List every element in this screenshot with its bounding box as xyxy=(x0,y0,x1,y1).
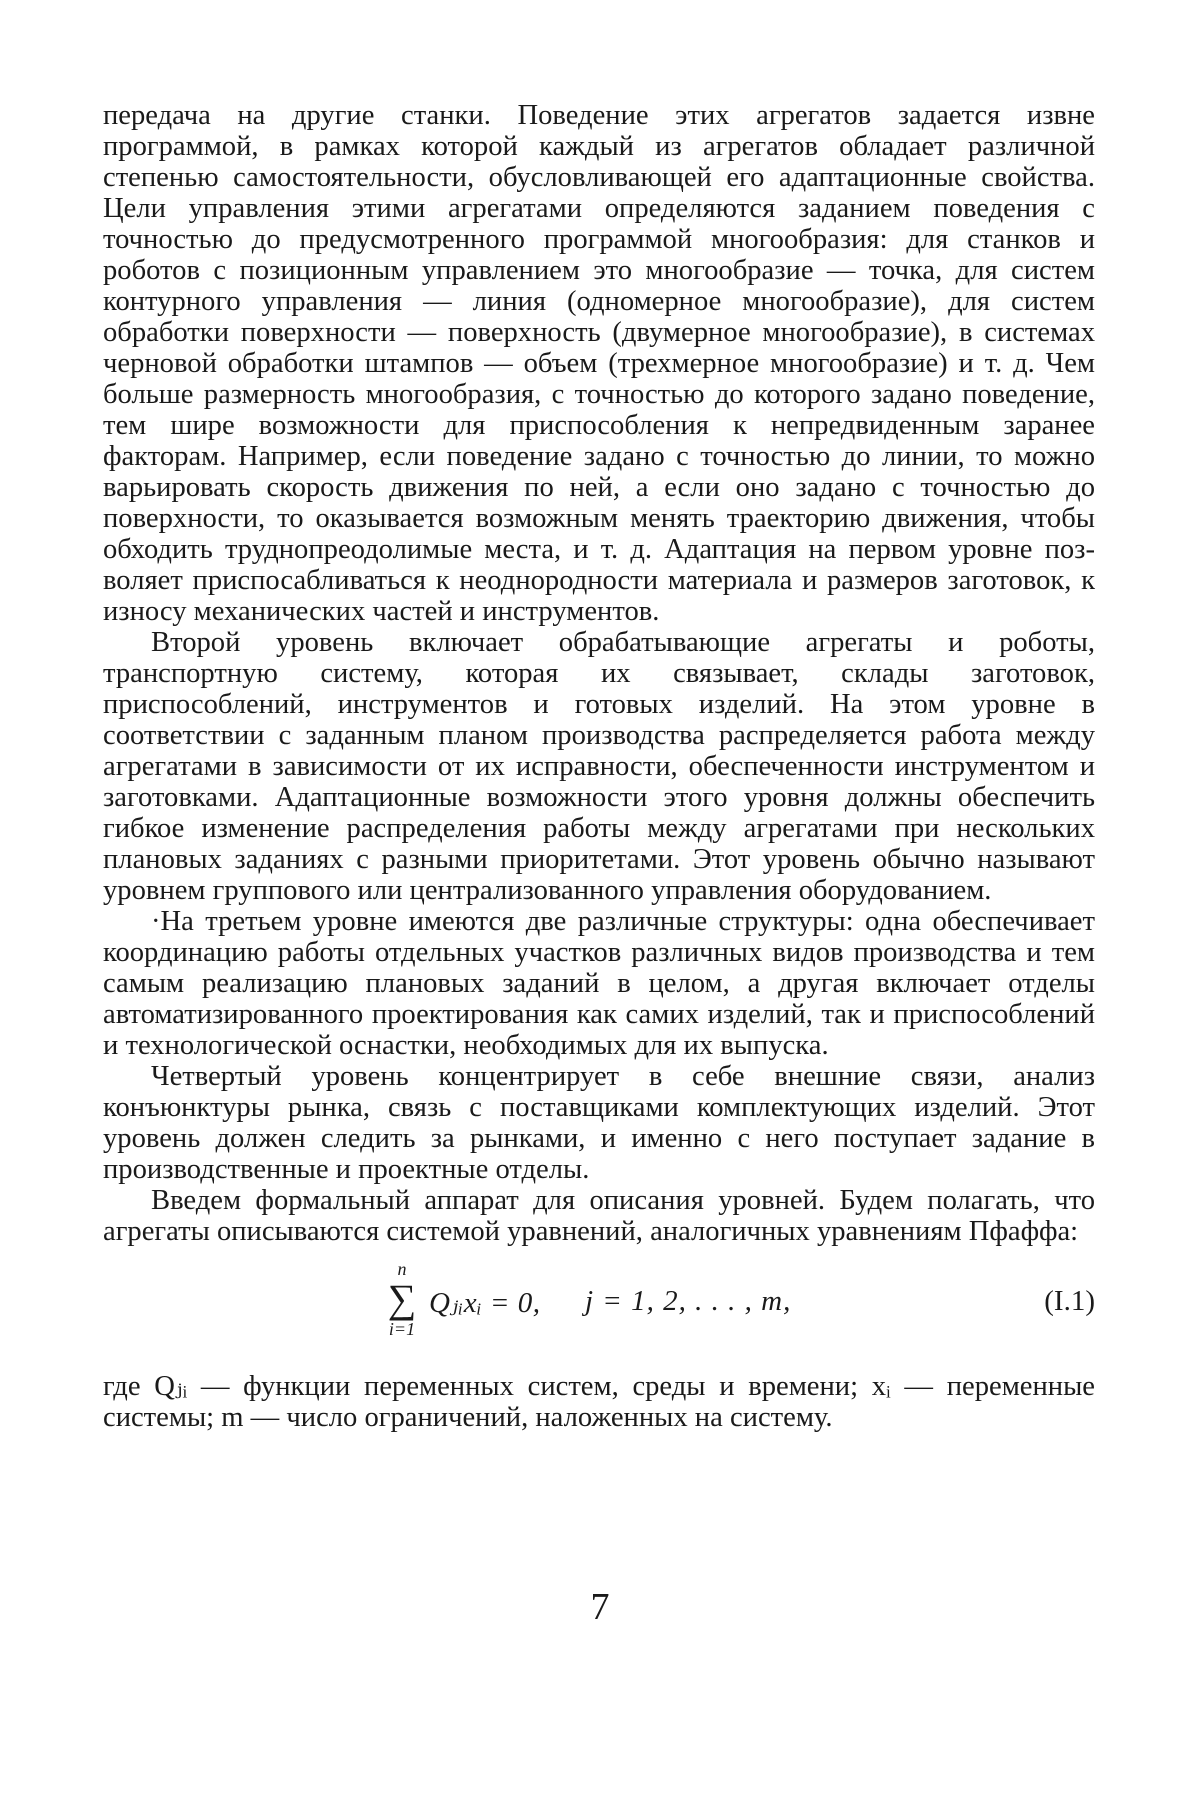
equation-number: (I.1) xyxy=(1044,1285,1095,1317)
text-block xyxy=(103,100,1095,1433)
paragraph-first-level: передача на другие станки. Поведение этих агрегатов задается извне программой, в рамках которой каждый из агрегатов обладает различной степенью самостоятельности, обусловливающей его адаптационные свойства. Цели управления этими агрегатами определяются заданием поведения с точностью до предусмотренного программой многообразия: для станков и роботов с позиционным управлением это многообразие — точка, для систем контурного управления — линия (одномерное многообразие), для систем обработки поверхности — поверхность (двумерное многообразие), в системах черновой обработки штампов — объем (трехмерное многообразие) и т. д. Чем больше размерность многообразия, с точностью до которого задано поведение, тем шире возможности для приспособления к непредвиденным заранее факторам. Например, если поведение задано с точностью до линии, то можно варьировать скорость движения по ней, а если оно задано с точностью до поверхности, то оказывается возможным менять траекторию движения, чтобы обходить труднопреодолимые места, и т. д. Адаптация на первом уровне позволяет приспосабливаться к неоднородности материала и размеров заготовок, к износу механических частей и инструментов. xyxy=(103,100,1095,627)
page-number: 7 xyxy=(590,1586,610,1628)
summation-symbol xyxy=(378,1259,426,1339)
paragraph-fourth-level: Четвертый уровень концентрирует в себе внешние связи, анализ конъюнктуры рынка, связь с поставщиками комплектующих изделий. Этот уровень должен следить за рынками, и именно с него поступает задание в производственные и проектные отделы. xyxy=(103,1061,1095,1185)
equation-body: Qⱼᵢxᵢ = 0, xyxy=(429,1287,541,1319)
paragraph-where-definitions: где Qⱼᵢ — функции переменных систем, среды и времени; xᵢ — переменные системы; m — число ограничений, наложенных на систему. xyxy=(103,1371,1095,1433)
paragraph-formal-apparatus: Введем формальный аппарат для описания уровней. Будем полагать, что агрегаты описываются системой уравнений, аналогичных уравнениям Пфаффа: xyxy=(103,1185,1095,1247)
sum-upper-limit: n xyxy=(397,1259,407,1279)
paragraph-second-level: Второй уровень включает обрабатывающие агрегаты и роботы, транспортную систему, которая их связывает, склады заготовок, приспособлений, инструментов и готовых изделий. На этом уровне в соответствии с заданным планом производства распределяется работа между агрегатами в зависимости от их исправности, обеспеченности инструментом и заготовками. Адаптационные возможности этого уровня должны обеспечить гибкое изменение распределения работы между агрегатами при нескольких плановых заданиях с разными приоритетами. Этот уровень обычно называют уровнем группового или централизованного управления оборудованием. xyxy=(103,627,1095,906)
sum-lower-limit: i=1 xyxy=(388,1319,416,1339)
paragraph-third-level: ·На третьем уровне имеются две различные структуры: одна обеспечивает координацию работы отдельных участков различных видов производства и тем самым реализацию плановых заданий в целом, а другая включает отделы автоматизированного проектирования как самих изделий, так и приспособлений и технологической оснастки, необходимых для их выпуска. xyxy=(103,906,1095,1061)
equation-pfaff xyxy=(103,1253,1095,1371)
equation-condition: j = 1, 2, . . . , m, xyxy=(585,1285,792,1317)
sigma-sign: ∑ xyxy=(387,1276,417,1321)
